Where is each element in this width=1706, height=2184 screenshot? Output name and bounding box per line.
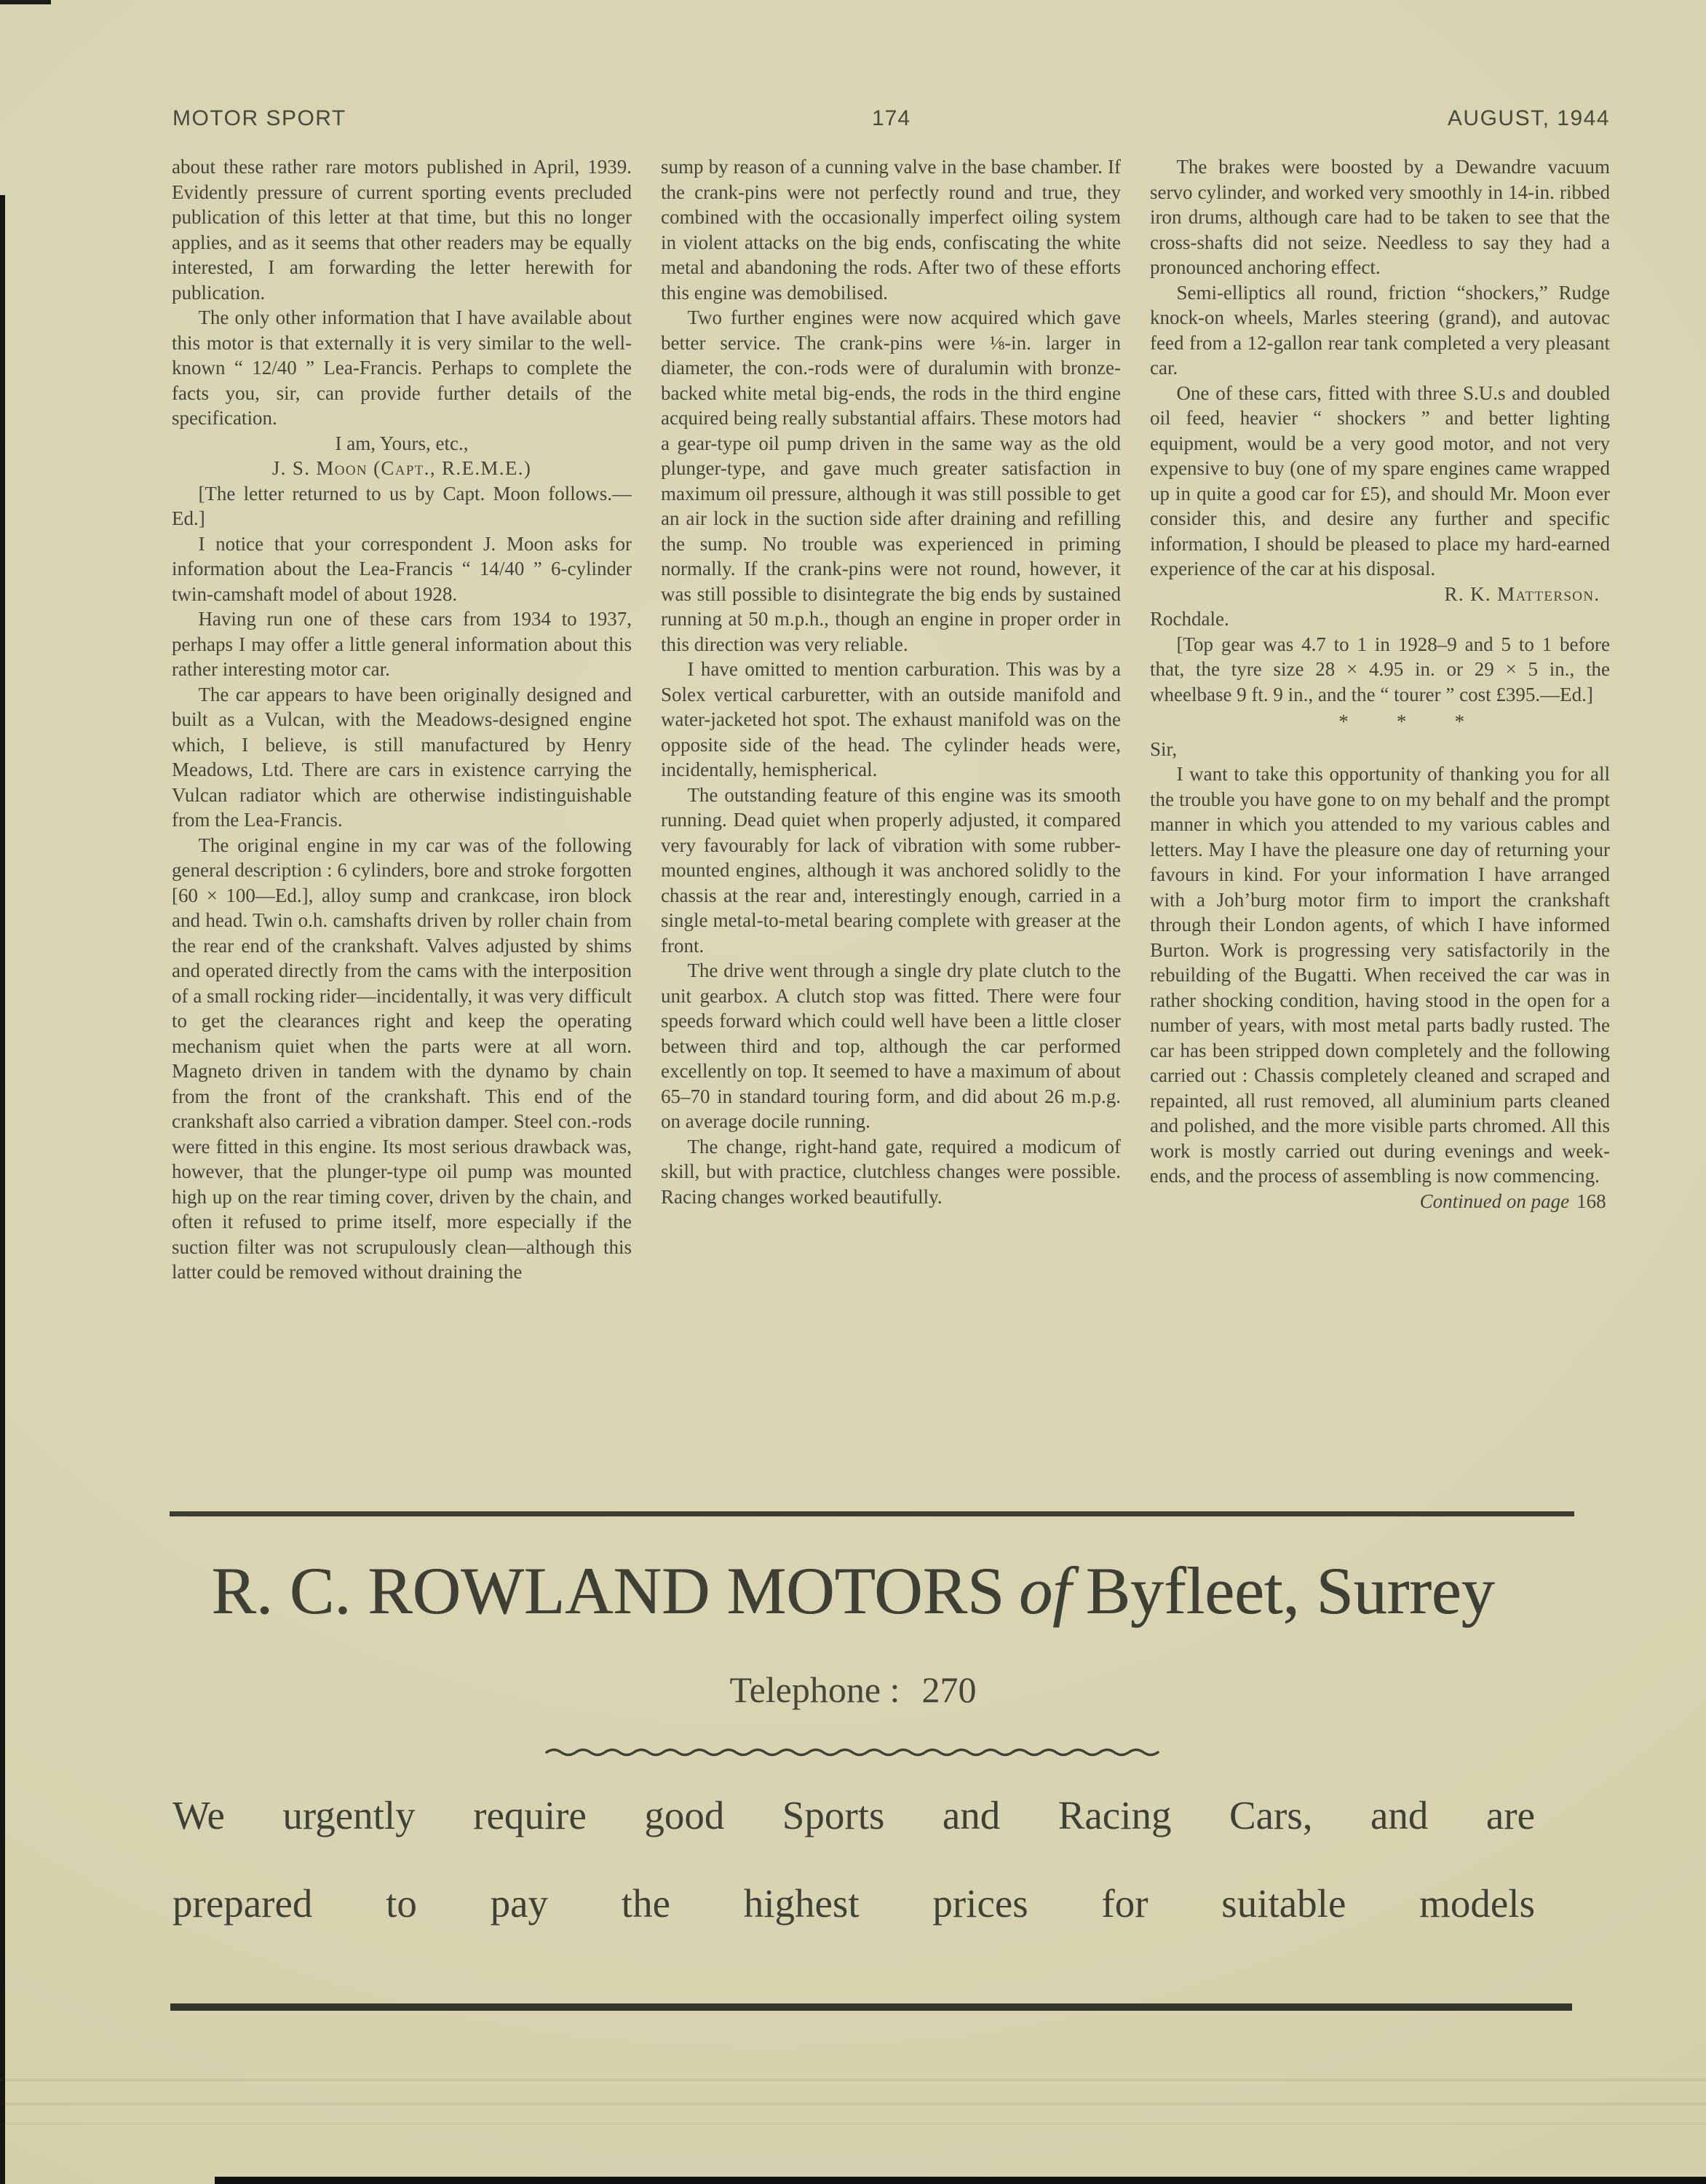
paragraph: Having run one of these cars from 1934 to 1937, perhaps I may offer a little general information about this rather interesting motor car. [172,608,632,680]
scan-edge-bottom [215,2177,1706,2184]
text-column-3 [1150,154,1610,1511]
scan-edge-top-left [0,0,51,4]
paragraph: The only other information that I have available about this motor is that externally it is very similar to the well-known “ 12/40 ” Lea-Francis. Perhaps to complete the facts you, sir, can provide further details of the specification. [172,306,632,429]
ad-company-name: R. C. ROWLAND MOTORS [211,1554,1004,1628]
paragraph: The car appears to have been originally designed and built as a Vulcan, with the Meadows-designed engine which, I believe, is still manufactured by Henry Meadows, Ltd. There are cars in existence carrying the Vulcan radiator which are otherwise indistinguishable from the Lea-Francis. [172,683,632,831]
magazine-title: MOTOR SPORT [172,106,346,130]
paragraph: * * * [1338,711,1465,732]
ad-telephone-label: Telephone : [729,1669,900,1710]
ad-telephone [0,1669,1706,1711]
article-body [172,154,1610,1511]
scan-streak [0,2078,1706,2081]
scan-edge-left [0,195,5,2184]
issue-date: AUGUST, 1944 [1447,106,1610,130]
paragraph: R. K. Matterson. [1444,582,1600,605]
paragraph: Two further engines were now acquired which gave better service. The crank-pins were ⅛-in. larger in diameter, the con.-rods were of duralumin with bronze-backed white metal big-ends, the rods in the third engine acquired being really substantial affairs. These motors had a gear-type oil pump driven in the same way as the old plunger-type, and gave much greater satisfaction in maximum oil pressure, although it was still possible to get an air lock in the suction side after draining and refilling the sump. No trouble was experienced in priming normally. If the crank-pins were not round, however, it was still possible to disintegrate the big ends by sustained running at 50 m.p.h., though an engine in proper order in this direction was very reliable. [661,306,1121,655]
paragraph: One of these cars, fitted with three S.U.s and doubled oil feed, heavier “ shockers ” and better lighting equipment, would be a very good motor, and not very expensive to buy (one of my spare engines came wrapped up in quite a good car for £5), and should Mr. Moon ever consider this, and desire any further and specific information, I should be pleased to place my hard-earned experience of the car at his disposal. [1150,381,1610,579]
continued-page-number: 168 [1576,1190,1606,1212]
paragraph: The outstanding feature of this engine was its smooth running. Dead quiet when properly adjusted, it compared very favourably for lack of vibration with some rubber-mounted engines, although it was anchored solidly to the chassis at the rear and, interestingly enough, carried in a single metal-to-metal bearing complete with greaser at the front. [661,783,1121,957]
paragraph: sump by reason of a cunning valve in the base chamber. If the crank-pins were not perfectly round and true, they combined with the occasionally imperfect oiling system in violent attacks on the big ends, confiscating the white metal and abandoning the rods. After two of these efforts this engine was demobilised. [661,156,1121,304]
scan-streak [0,2102,1706,2105]
ad-location: Byfleet, Surrey [1085,1554,1495,1628]
text-column-1 [172,154,632,1511]
paragraph: The original engine in my car was of the following general description : 6 cylinders, bore and stroke forgotten [60 × 100—Ed.], alloy sump and crankcase, iron block and head. Twin o.h. camshafts driven by roller chain from the rear end of the crankshaft. Valves adjusted by shims and operated directly from the cams with the interposition of a small rocking rider—incidentally, it was very difficult to get the clearances right and keep the operating mechanism quiet when the parts were at all worn. Magneto driven in tandem with the dynamo by chain from the front of the crankshaft. This end of the crankshaft also carried a vibration damper. Steel con.-rods were fitted in this engine. Its most serious drawback was, however, that the plunger-type oil pump was mounted high up on the rear timing cover, driven by the chain, and often it refused to prime itself, more especially if the suction filter was not scrupulously clean—although this latter could be removed without draining the [172,834,632,1283]
scan-streak [0,2122,1706,2125]
paragraph: [The letter returned to us by Capt. Moon follows.—Ed.] [172,482,632,529]
ad-bottom-rule [170,2003,1572,2011]
paragraph: Sir, [1150,737,1178,760]
ad-telephone-number: 270 [921,1669,977,1710]
wavy-divider-path [547,1750,1158,1755]
continued-note [1150,1189,1610,1214]
paragraph: I am, Yours, etc., [335,432,469,454]
paragraph: J. S. Moon (Capt., R.E.M.E.) [271,457,532,479]
page-number: 174 [871,106,911,130]
paragraph: about these rather rare motors published in April, 1939. Evidently pressure of current sporting events precluded publication of this letter at that time, but this no longer applies, and as it seems that other readers may be equally interested, I am forwarding the letter herewith for publication. [172,156,632,304]
continued-label: Continued on page [1419,1190,1570,1212]
text-column-2 [661,154,1121,1511]
paragraph: The change, right-hand gate, required a modicum of skill, but with practice, clutchless changes were possible. Racing changes worked beautifully. [661,1135,1121,1208]
ad-body-text [172,1792,1535,1969]
ad-headline [0,1552,1706,1629]
paragraph: I have omitted to mention carburation. This was by a Solex vertical carburetter, with an outside manifold and water-jacketed hot spot. The exhaust manifold was on the opposite side of the head. The cylinder heads were, incidentally, hemispherical. [661,658,1121,780]
page-header [172,106,1610,131]
paragraph: Semi-elliptics all round, friction “shockers,” Rudge knock-on wheels, Marles steering (grand), and autovac feed from a 12-gallon rear tank completed a very pleasant car. [1150,281,1610,379]
ad-top-rule [170,1511,1574,1516]
paragraph: I want to take this opportunity of thanking you for all the trouble you have gone to on my behalf and the prompt manner in which you attended to my various cables and letters. May I have the pleasure one day of returning your favours in kind. For your information I have arranged with a Joh’burg motor firm to import the crankshaft through their London agents, of which I have informed Burton. Work is progressing very satisfactorily in the rebuilding of the Bugatti. When received the car was in rather shocking condition, having stood in the open for a number of years, with most metal parts badly rusted. The car has been stripped down completely and the following carried out : Chassis completely cleaned and scraped and repainted, all rust removed, all aluminium parts cleaned and polished, and the more visible parts chromed. All this work is mostly carried out during evenings and week-ends, and the process of assembling is now commencing. [1150,763,1610,1187]
paragraph: Rochdale. [1150,608,1229,630]
ad-of-word: of [1019,1554,1071,1628]
paragraph: [Top gear was 4.7 to 1 in 1928–9 and 5 to 1 before that, the tyre size 28 × 4.95 in. or 29 × 5 in., the wheelbase 9 ft. 9 in., and the “ tourer ” cost £395.—Ed.] [1150,633,1610,705]
paragraph: The brakes were boosted by a Dewandre vacuum servo cylinder, and worked very smoothly in 14-in. ribbed iron drums, although care had to be taken to see that the cross-shafts did not seize. Needless to say they had a pronounced anchoring effect. [1150,156,1610,278]
ad-text-line-1: We urgently require good Sports and Racing Cars, and are [172,1793,1535,1837]
paragraph: The drive went through a single dry plate clutch to the unit gearbox. A clutch stop was fitted. There were four speeds forward which could well have been a little closer between third and top, although the car performed excellently on top. It seemed to have a maximum of about 65–70 in standard touring form, and did about 26 m.p.g. on average docile running. [661,960,1121,1132]
wavy-divider [544,1746,1162,1759]
paragraph: I notice that your correspondent J. Moon asks for information about the Lea-Francis “ 14/40 ” 6-cylinder twin-camshaft model of about 1928. [172,532,632,605]
ad-text-line-2: prepared to pay the highest prices for suitable models [172,1880,1535,1926]
